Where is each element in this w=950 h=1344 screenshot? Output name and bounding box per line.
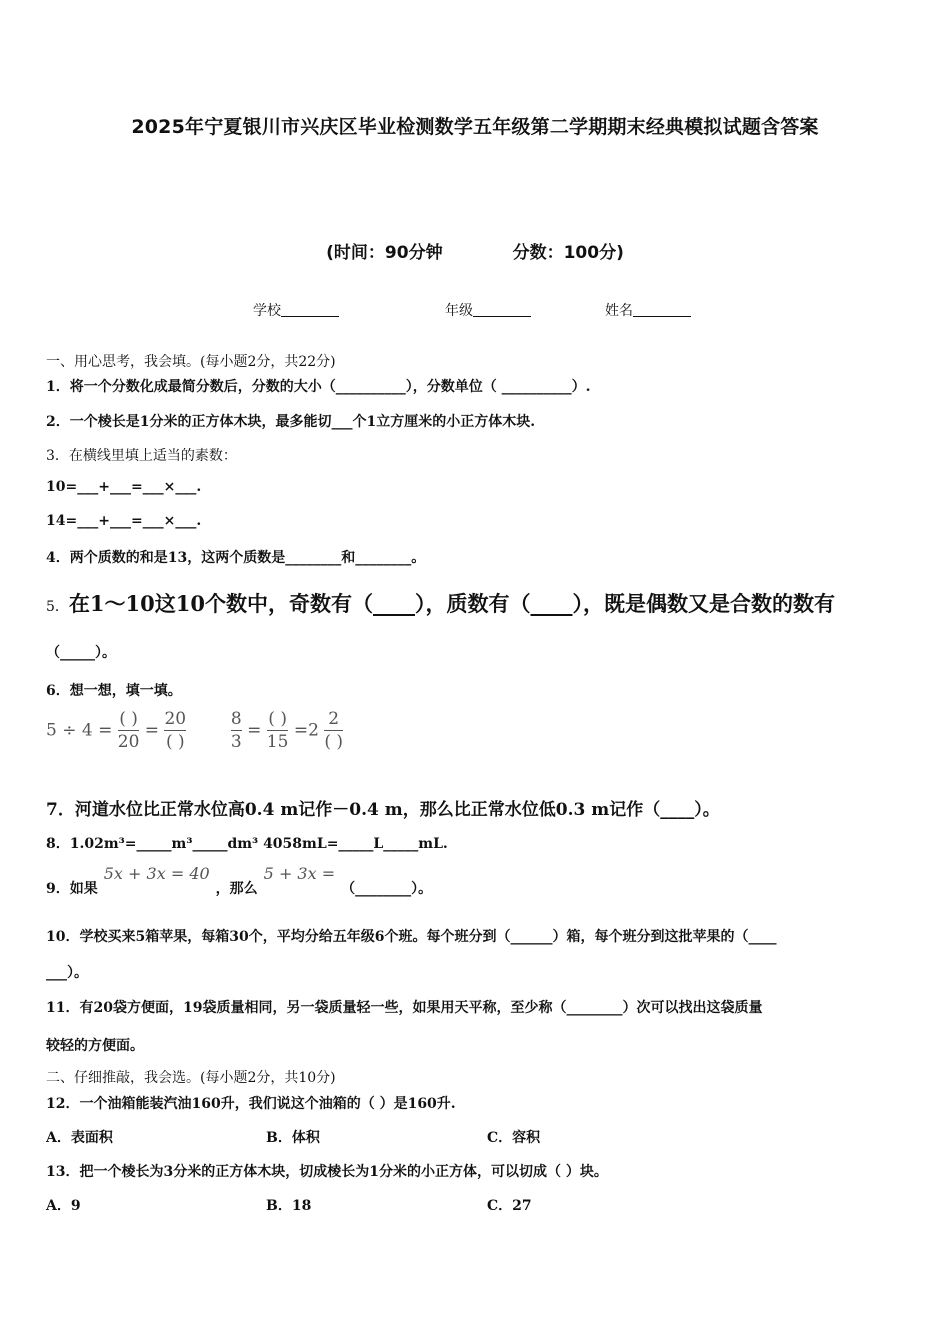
- q13-option-b[interactable]: B．18: [266, 1198, 312, 1214]
- question-5-continued: （_____）。: [46, 645, 116, 661]
- fraction-4: $\frac{( )}{15}$: [266, 709, 289, 752]
- q13-option-a[interactable]: A．9: [46, 1198, 81, 1214]
- section1-header: 一、用心思考，我会填。(每小题2分，共22分): [46, 354, 336, 370]
- question-3: 3．在横线里填上适当的素数：: [46, 448, 237, 464]
- equation-2: 5 + 3x =: [263, 864, 336, 883]
- question-10: 10．学校买来5箱苹果，每箱30个，平均分给五年级6个班。每个班分到（______）箱，每个班分到这批苹果的（____: [46, 929, 777, 945]
- question-6: 6．想一想，填一填。: [46, 683, 182, 699]
- q12-option-b[interactable]: B．体积: [266, 1130, 320, 1146]
- question-10-continued: ___）。: [46, 965, 88, 981]
- exam-info: [0, 238, 950, 263]
- q13-option-c[interactable]: C．27: [487, 1198, 532, 1214]
- question-3-line2: 14=___+___=___×___.: [46, 513, 202, 529]
- school-field[interactable]: 学校: [253, 300, 339, 320]
- question-4: 4．两个质数的和是13，这两个质数是________和________。: [46, 550, 426, 566]
- fraction-3: $\frac{8}{3}$: [230, 709, 242, 752]
- question-5: 5．在1～10这10个数中，奇数有（____），质数有（____），既是偶数又是合数的数有: [46, 591, 835, 616]
- question-13: 13．把一个棱长为3分米的正方体木块，切成棱长为1分米的小正方体，可以切成（ ）块。: [46, 1164, 608, 1180]
- question-11-continued: 较轻的方便面。: [46, 1038, 144, 1054]
- question-9: 9．如果5x + 3x = 40，那么5 + 3x =（________）。: [46, 864, 433, 897]
- grade-field[interactable]: 年级: [445, 300, 531, 320]
- question-11: 11．有20袋方便面，19袋质量相同，另一袋质量轻一些，如果用天平称，至少称（________）次可以找出这袋质量: [46, 1000, 763, 1016]
- exam-score: 分数：100分): [512, 243, 624, 263]
- name-field[interactable]: 姓名: [605, 300, 691, 320]
- q12-option-c[interactable]: C．容积: [487, 1130, 541, 1146]
- question-8: 8．1.02m³=_____m³_____dm³ 4058mL=_____L_____mL.: [46, 836, 448, 852]
- fraction-5: $\frac{2}{( )}$: [324, 709, 343, 752]
- question-7: 7．河道水位比正常水位高0.4 m记作－0.4 m，那么比正常水位低0.3 m记作（____）。: [46, 800, 720, 820]
- page-title: 2025年宁夏银川市兴庆区毕业检测数学五年级第二学期期末经典模拟试题含答案: [131, 116, 819, 138]
- fraction-2: $\frac{20}{( )}$: [164, 709, 187, 752]
- equation-1: 5x + 3x = 40: [103, 864, 210, 883]
- fraction-1: $\frac{( )}{20}$: [117, 709, 140, 752]
- q12-option-a[interactable]: A．表面积: [46, 1130, 113, 1146]
- question-2: 2．一个棱长是1分米的正方体木块，最多能切___个1立方厘米的小正方体木块.: [46, 414, 536, 430]
- math-left: 5 ÷ 4 =: [46, 720, 113, 741]
- question-3-line1: 10=___+___=___×___.: [46, 479, 202, 495]
- exam-time: (时间：90分钟: [326, 243, 443, 263]
- question-12: 12．一个油箱能装汽油160升，我们说这个油箱的（ ）是160升.: [46, 1096, 456, 1112]
- section2-header: 二、仔细推敲，我会选。(每小题2分，共10分): [46, 1070, 336, 1086]
- question-6-math: 5 ÷ 4 = $\frac{( )}{20}$ = $\frac{20}{( )}$ $\frac{8}{3}$ = $\frac{( )}{15}$ =2 $\frac{2}{( )}$: [46, 709, 343, 752]
- question-1: 1．将一个分数化成最简分数后，分数的大小（__________），分数单位（ __________）.: [46, 379, 591, 395]
